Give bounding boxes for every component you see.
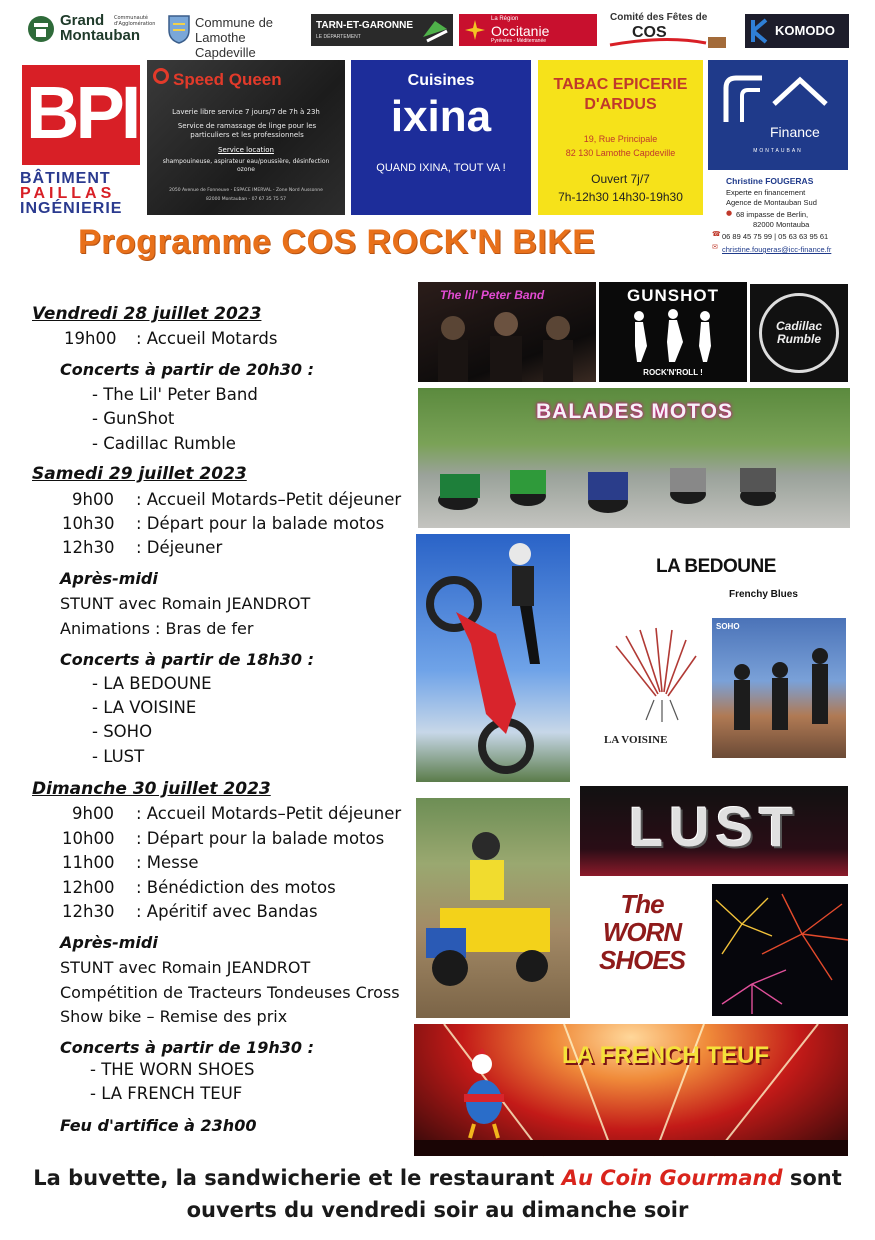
- icc-house-icon: [722, 74, 832, 126]
- saturday-heading: Samedi 29 juillet 2023: [32, 464, 247, 484]
- tarn-line1: TARN-ET-GARONNE: [316, 20, 414, 31]
- footer-part2: sont: [782, 1166, 842, 1190]
- photo-worn-shoes: [578, 884, 706, 1014]
- photo-stunt-saturday: [416, 534, 570, 782]
- sunday-afternoon-item: Show bike – Remise des prix: [60, 1007, 288, 1026]
- photo-gunshot: [599, 282, 747, 382]
- item-desc: : Départ pour la balade motos: [136, 514, 385, 533]
- item-time: 9h00: [72, 804, 114, 823]
- lust-label: LUST: [628, 795, 800, 858]
- saturday-afternoon-item: STUNT avec Romain JEANDROT: [60, 594, 311, 613]
- saturday-band: - SOHO: [92, 722, 153, 741]
- photo-fireworks: [712, 884, 848, 1016]
- tabac-l4: 82 130 Lamothe Capdeville: [565, 148, 676, 158]
- logo-tarn-et-garonne: [311, 14, 453, 46]
- speedqueen-l5: 2050 Avenue de Fonneuve - ESPACE IMERVAL - Zone Nord Aussonne: [169, 188, 323, 193]
- tabac-l3: 19, Rue Principale: [583, 134, 658, 144]
- footer-line2: ouverts du vendredi soir au dimanche soir: [186, 1198, 689, 1222]
- item-desc: : Déjeuner: [136, 538, 223, 557]
- photo-lil-peter-band: [418, 282, 596, 382]
- logo-occitanie: [459, 14, 597, 46]
- item-time: 12h30: [62, 902, 115, 921]
- item-time: 10h30: [62, 514, 115, 533]
- cos-line2: COS: [632, 24, 667, 41]
- gm-line2: Montauban: [60, 27, 140, 44]
- bpi-letters: BPI: [26, 71, 138, 154]
- friday-concerts-heading: Concerts à partir de 20h30 :: [60, 360, 314, 379]
- bedoune-sub: Frenchy Blues: [729, 589, 798, 600]
- crest-icon: [167, 14, 191, 44]
- sunday-afternoon-item: Compétition de Tracteurs Tondeuses Cross: [60, 983, 400, 1002]
- occ-line3: Pyrénées - Méditerranée: [491, 38, 547, 44]
- phone-icon: ☎: [712, 230, 721, 238]
- logo-komodo: [745, 14, 849, 48]
- speedqueen-l1: Laverie libre service 7 jours/7 de 7h à 23h: [172, 108, 320, 116]
- soho-musicians-icon: [712, 642, 846, 742]
- tarn-line2: LE DÉPARTEMENT: [316, 34, 361, 40]
- sunday-item: [72, 804, 412, 826]
- saturday-item: [72, 490, 412, 512]
- item-desc: : Apéritif avec Bandas: [136, 902, 318, 921]
- logo-grand-montauban: [26, 12, 156, 46]
- tabac-l1: TABAC EPICERIE: [553, 76, 688, 93]
- friday-band: - Cadillac Rumble: [92, 434, 236, 453]
- gm-line1: Grand: [60, 12, 105, 29]
- footer-line1: [0, 1166, 875, 1190]
- item-time: 10h00: [62, 829, 115, 848]
- sunday-heading: Dimanche 30 juillet 2023: [32, 779, 271, 799]
- saturday-item: [62, 514, 412, 536]
- komodo-name: KOMODO: [775, 23, 835, 38]
- ixina-brand: ixina: [390, 92, 492, 141]
- french-teuf-label: LA FRENCH TEUF: [562, 1042, 770, 1069]
- bpi-line1: BÂTIMENT: [20, 170, 111, 187]
- sunday-item: [62, 902, 412, 924]
- speedqueen-l6: 82000 Montauban - 07 67 35 75 57: [206, 197, 286, 202]
- sunday-concerts-heading: Concerts à partir de 19h30 :: [60, 1038, 314, 1057]
- sponsor-icc-finance: [708, 60, 848, 170]
- occitanie-cross-icon: [464, 19, 486, 41]
- item-desc: : Accueil Motards–Petit déjeuner: [136, 804, 402, 823]
- lamothe-line1: Commune de: [195, 15, 274, 30]
- icc-name: Christine FOUGERAS: [726, 176, 814, 186]
- item-time: 12h30: [62, 538, 115, 557]
- fireworks-time: Feu d'artifice à 23h00: [60, 1116, 257, 1135]
- icc-addr2: 82000 Montauba: [753, 220, 810, 229]
- icc-agency: Agence de Montauban Sud: [726, 198, 817, 207]
- item-desc: : Départ pour la balade motos: [136, 829, 385, 848]
- friday-item: [64, 329, 404, 351]
- saturday-afternoon-item: Animations : Bras de fer: [60, 619, 254, 638]
- footer-highlight: Au Coin Gourmand: [561, 1166, 783, 1190]
- band-silhouettes-icon: [418, 306, 596, 386]
- mower-tractor-icon: [416, 798, 570, 1018]
- sponsor-ixina: [351, 60, 531, 215]
- speedqueen-q-icon: [153, 68, 169, 84]
- icc-role: Experte en financement: [726, 188, 806, 197]
- photo-la-bedoune: [628, 552, 828, 610]
- lamothe-line2: Lamothe Capdeville: [195, 30, 256, 60]
- icc-phone: 06 89 45 75 99 | 05 63 63 95 61: [722, 232, 829, 241]
- sunday-item: [62, 853, 412, 875]
- pin-icon: ●: [726, 209, 733, 217]
- saturday-band: - LUST: [92, 747, 145, 766]
- tabac-l6: 7h-12h30 14h30-19h30: [558, 190, 683, 204]
- photo-soho: [712, 618, 846, 758]
- gunshot-dancers-icon: [599, 306, 747, 366]
- cos-swoosh-icon: [606, 37, 736, 49]
- ixina-top: Cuisines: [407, 72, 475, 89]
- feather-bird-icon: [596, 616, 706, 726]
- gm-tag: Communauté d'Agglomération: [114, 15, 156, 27]
- sponsor-tabac: [538, 60, 703, 215]
- grand-montauban-icon: [26, 14, 56, 44]
- item-time: 19h00: [64, 329, 117, 348]
- speedqueen-l4: shampouineuse, aspirateur eau/poussière, désinfection ozone: [162, 158, 330, 173]
- sunday-afternoon-heading: Après-midi: [60, 933, 158, 952]
- saturday-concerts-heading: Concerts à partir de 18h30 :: [60, 650, 314, 669]
- speedqueen-l3: Service location: [218, 146, 274, 154]
- photo-la-voisine: [596, 616, 706, 756]
- photo-balades-motos: [418, 388, 850, 528]
- speedqueen-title: Speed Queen: [173, 70, 282, 89]
- cos-line1: Comité des Fêtes de: [610, 12, 708, 23]
- icc-card: [708, 170, 848, 266]
- saturday-afternoon-heading: Après-midi: [60, 569, 158, 588]
- photo-tractor-cross: [416, 798, 570, 1018]
- sunday-afternoon-item: STUNT avec Romain JEANDROT: [60, 958, 311, 977]
- occ-line2: Occitanie: [491, 23, 550, 39]
- item-desc: : Messe: [136, 853, 199, 872]
- item-time: 12h00: [62, 878, 115, 897]
- icc-brand: Finance: [770, 124, 820, 140]
- saturday-item: [62, 538, 412, 560]
- item-desc: : Bénédiction des motos: [136, 878, 336, 897]
- ixina-slogan: QUAND IXINA, TOUT VA !: [376, 162, 506, 174]
- sunday-item: [62, 878, 412, 900]
- tabac-l5: Ouvert 7j/7: [591, 172, 650, 186]
- cadillac-label: Cadillac Rumble: [775, 319, 823, 346]
- worn-shoes-label: The WORN SHOES: [598, 889, 686, 975]
- saturday-band: - LA VOISINE: [92, 698, 197, 717]
- speedqueen-l2: Service de ramassage de linge pour les particuliers et les professionnels: [177, 122, 317, 139]
- bpi-line3: INGÉNIERIE: [20, 200, 123, 217]
- sponsor-bpi: [20, 53, 144, 218]
- fireworks-icon: [712, 884, 848, 1016]
- item-time: 9h00: [72, 490, 114, 509]
- item-time: 11h00: [62, 853, 115, 872]
- saturday-band: - LA BEDOUNE: [92, 674, 212, 693]
- gunshot-label: GUNSHOT: [627, 286, 719, 305]
- sponsor-speed-queen: [147, 60, 345, 215]
- friday-band: - The Lil' Peter Band: [92, 385, 258, 404]
- motorcycles-icon: [418, 436, 850, 526]
- photo-cadillac-rumble: [750, 284, 848, 382]
- bedoune-label: LA BEDOUNE: [656, 556, 776, 577]
- occ-line1: La Région: [491, 16, 519, 22]
- soho-label: SOHO: [716, 622, 740, 631]
- friday-band: - GunShot: [92, 409, 175, 428]
- logo-lamothe: [167, 12, 307, 60]
- tarn-mark-icon: [421, 17, 449, 43]
- rooster-guitar-icon: [454, 1050, 518, 1140]
- tabac-l2: D'ARDUS: [584, 96, 657, 113]
- balades-label: BALADES MOTOS: [536, 400, 733, 423]
- icc-addr1: 68 impasse de Berlin,: [736, 210, 809, 219]
- sunday-item: [62, 829, 412, 851]
- voisine-label: LA VOISINE: [604, 734, 668, 746]
- footer-part1: La buvette, la sandwicherie et le restaurant: [33, 1166, 562, 1190]
- icc-email[interactable]: christine.fougeras@icc-finance.fr: [722, 245, 832, 254]
- item-desc: : Accueil Motards: [136, 329, 278, 348]
- item-desc: : Accueil Motards–Petit déjeuner: [136, 490, 402, 509]
- photo-lust: [580, 786, 848, 876]
- lil-peter-label: The lil' Peter Band: [440, 288, 545, 302]
- page-title: Programme COS ROCK'N BIKE: [78, 223, 596, 261]
- bpi-line2: PAILLAS: [20, 185, 116, 202]
- photo-la-french-teuf: [414, 1024, 848, 1156]
- stunt-bike-icon: [416, 534, 570, 782]
- logo-comite-cos: [606, 11, 736, 49]
- icc-city: MONTAUBAN: [753, 148, 803, 154]
- email-icon: ✉: [712, 243, 718, 251]
- sunday-band: - LA FRENCH TEUF: [90, 1084, 243, 1103]
- gunshot-sub: ROCK'N'ROLL !: [643, 368, 703, 377]
- komodo-k-icon: [750, 18, 770, 44]
- sunday-band: - THE WORN SHOES: [90, 1060, 255, 1079]
- friday-heading: Vendredi 28 juillet 2023: [32, 304, 262, 324]
